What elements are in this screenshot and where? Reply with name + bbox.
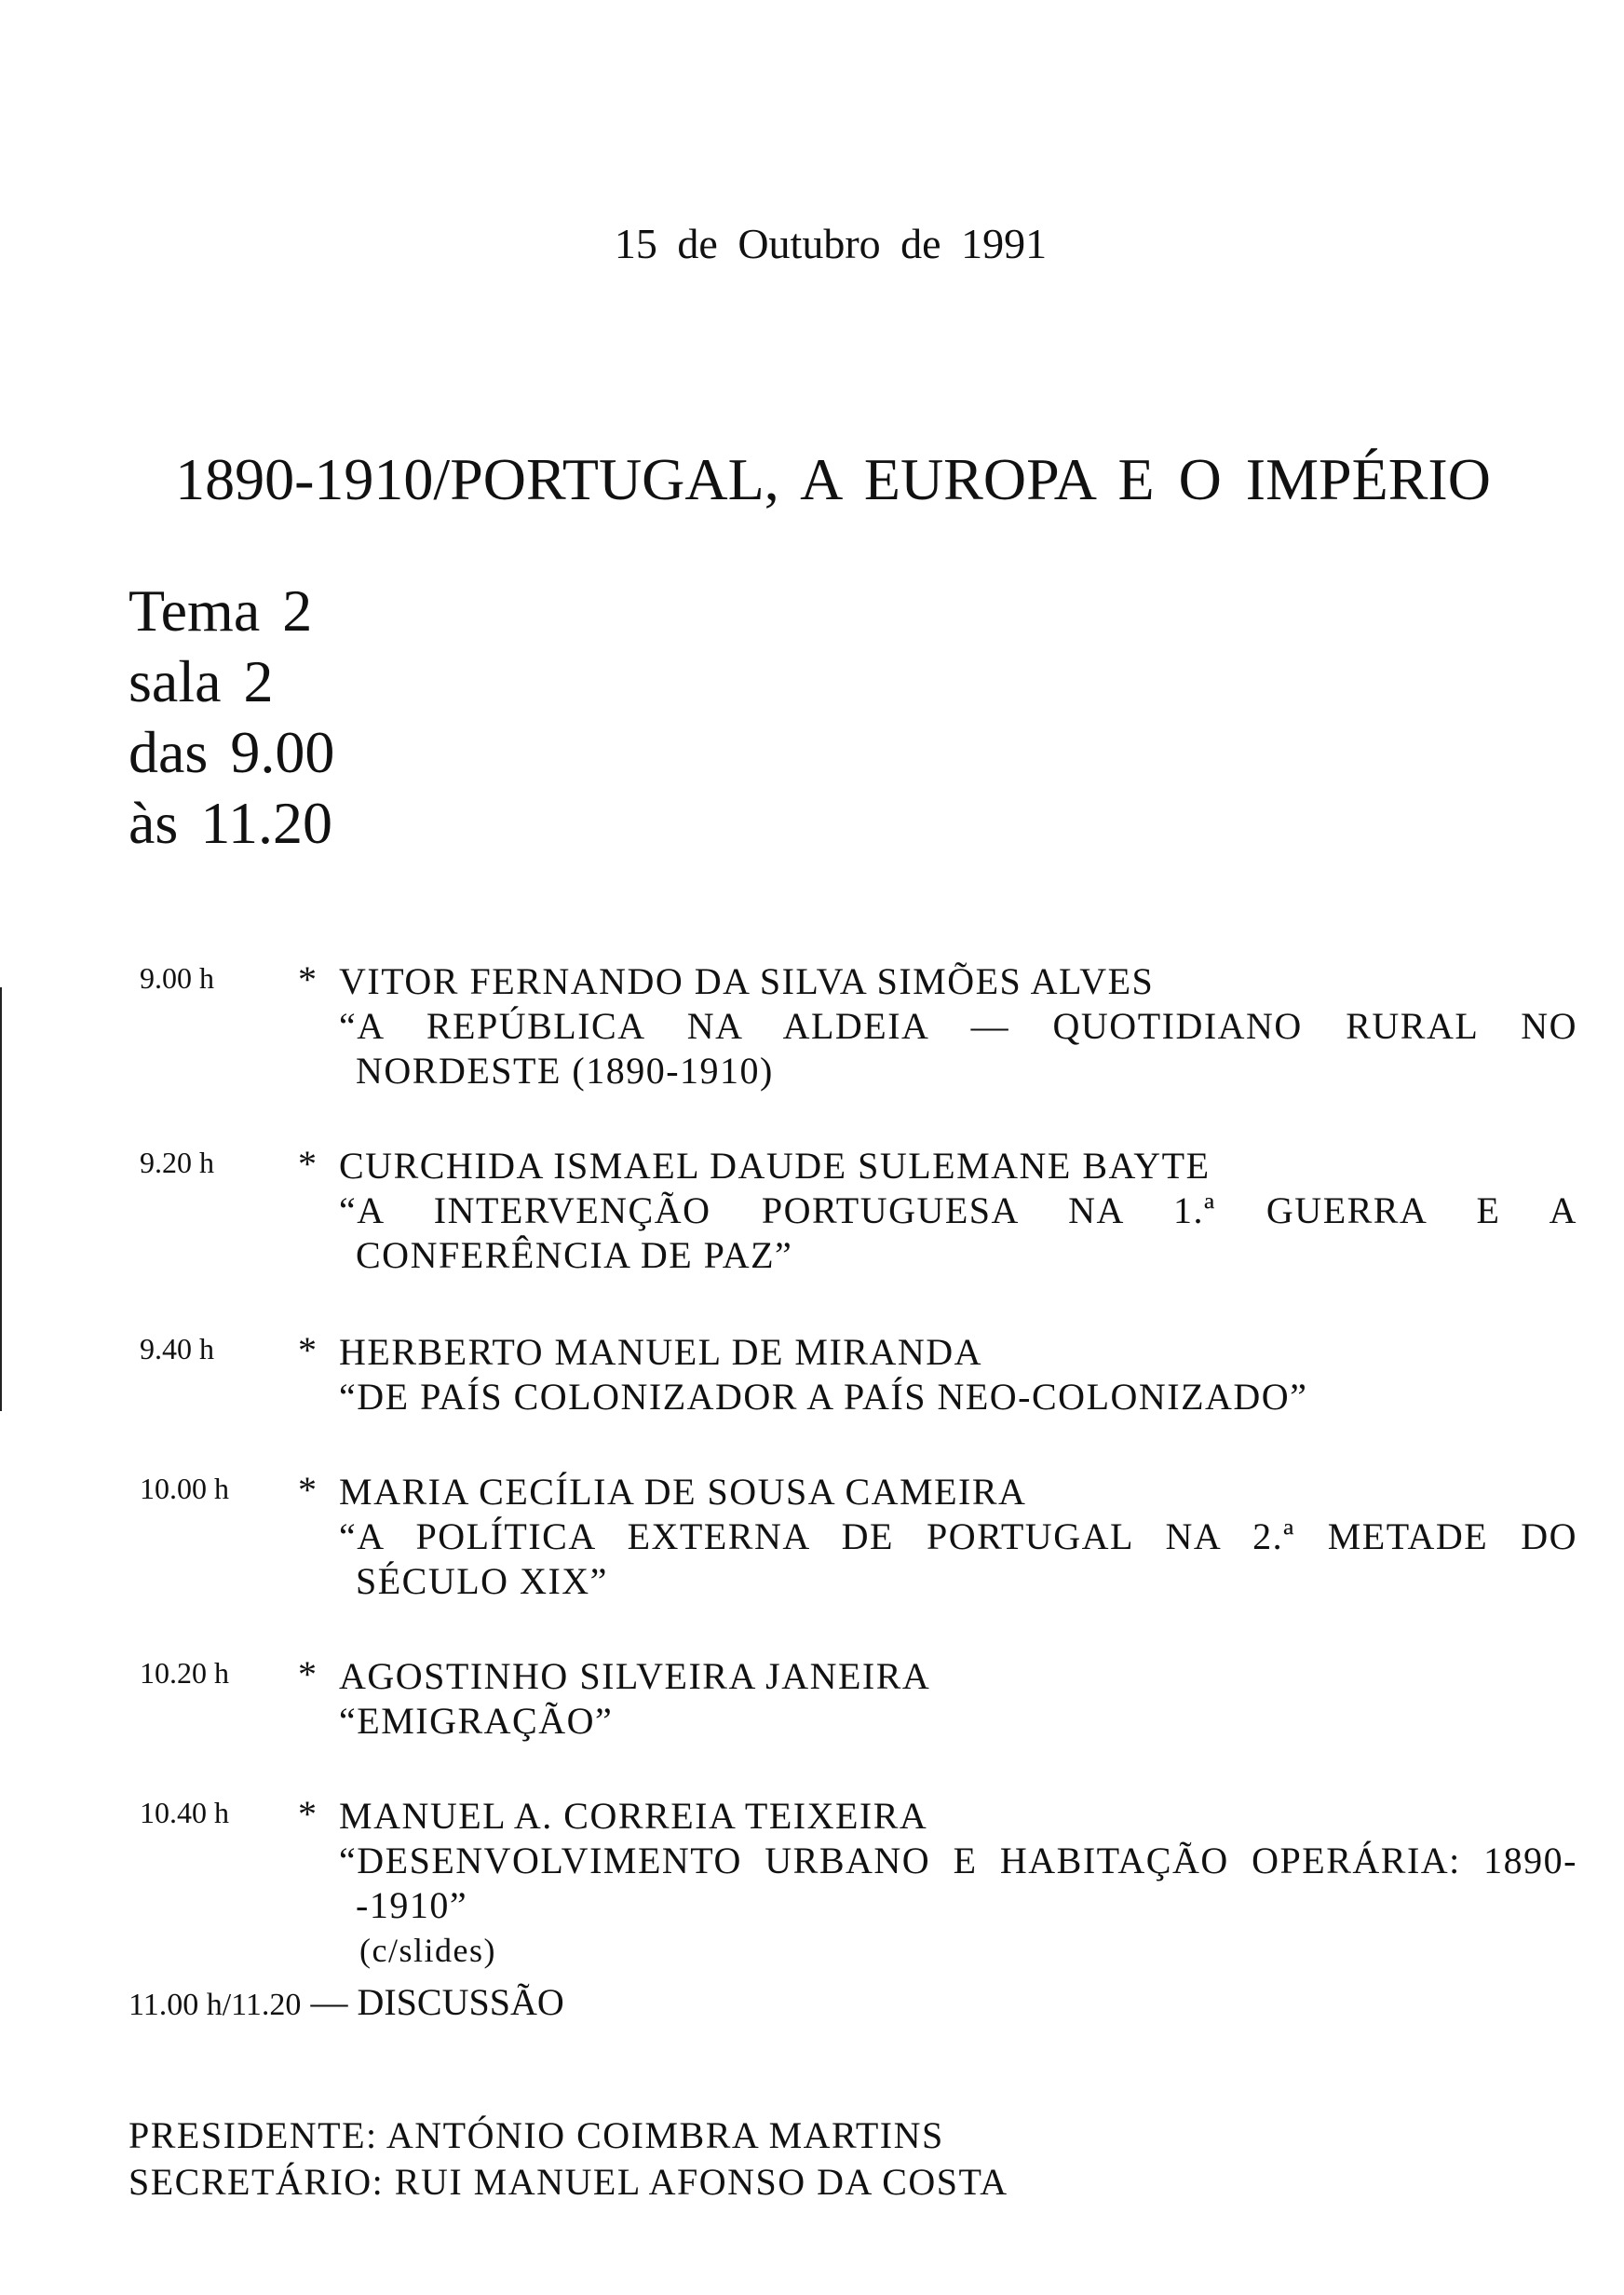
document-date: 15 de Outubro de 1991 — [614, 220, 1048, 267]
slot-time: 9.00 h — [140, 961, 214, 995]
discussion-time: 11.00 h/11.20 — [129, 1988, 302, 2022]
bullet-asterisk: * — [298, 1329, 317, 1371]
slot-talk-title — [339, 1004, 1577, 1093]
slot-talk-title — [339, 1375, 1577, 1419]
discussion-line — [129, 1980, 564, 2024]
bullet-asterisk: * — [298, 1793, 317, 1835]
slot-speaker: AGOSTINHO SILVEIRA JANEIRA — [339, 1655, 931, 1697]
session-room: sala 2 — [129, 648, 274, 714]
bullet-asterisk: * — [298, 1653, 317, 1695]
talk-line: “A POLÍTICA EXTERNA DE PORTUGAL NA 2.ª METADE DO — [339, 1515, 1577, 1557]
talk-line: “A INTERVENÇÃO PORTUGUESA NA 1.ª GUERRA E A — [339, 1189, 1577, 1231]
slot-time: 9.40 h — [140, 1332, 214, 1365]
slot-talk-title — [339, 1514, 1577, 1604]
slot-speaker: HERBERTO MANUEL DE MIRANDA — [339, 1331, 983, 1373]
session-theme: Tema 2 — [129, 577, 313, 644]
talk-line: -1910” — [356, 1884, 468, 1926]
slot-talk-title — [339, 1839, 1577, 1973]
bullet-asterisk: * — [298, 1469, 317, 1511]
talk-note: (c/slides) — [359, 1932, 496, 1969]
talk-line: CONFERÊNCIA DE PAZ” — [356, 1234, 793, 1276]
talk-line: “DE PAÍS COLONIZADOR A PAÍS NEO-COLONIZADO” — [339, 1376, 1308, 1418]
slot-talk-title — [339, 1699, 1577, 1744]
slot-time: 10.20 h — [140, 1656, 229, 1690]
slot-speaker: MANUEL A. CORREIA TEIXEIRA — [339, 1795, 928, 1837]
talk-line: “A REPÚBLICA NA ALDEIA — QUOTIDIANO RURAL NO — [339, 1005, 1577, 1047]
talk-line: “EMIGRAÇÃO” — [339, 1700, 614, 1742]
talk-line: SÉCULO XIX” — [356, 1560, 608, 1602]
session-end: às 11.20 — [129, 790, 332, 856]
slot-time: 10.40 h — [140, 1796, 229, 1829]
talk-line: “DESENVOLVIMENTO URBANO E HABITAÇÃO OPERÁRIA: 1890- — [339, 1840, 1577, 1881]
document-title: 1890-1910/PORTUGAL, A EUROPA E O IMPÉRIO — [175, 446, 1491, 512]
slot-speaker: MARIA CECÍLIA DE SOUSA CAMEIRA — [339, 1471, 1027, 1513]
slot-speaker: CURCHIDA ISMAEL DAUDE SULEMANE BAYTE — [339, 1145, 1211, 1187]
slot-talk-title — [339, 1188, 1577, 1278]
session-officers — [129, 2112, 1008, 2206]
session-info — [129, 576, 334, 859]
bullet-asterisk: * — [298, 1143, 317, 1185]
margin-rule — [0, 987, 2, 1411]
bullet-asterisk: * — [298, 958, 317, 1000]
discussion-label: — DISCUSSÃO — [310, 1981, 564, 2023]
slot-speaker: VITOR FERNANDO DA SILVA SIMÕES ALVES — [339, 960, 1155, 1002]
secretary-line: SECRETÁRIO: RUI MANUEL AFONSO DA COSTA — [129, 2161, 1008, 2203]
president-line: PRESIDENTE: ANTÓNIO COIMBRA MARTINS — [129, 2114, 944, 2156]
session-start: das 9.00 — [129, 719, 335, 785]
talk-line: NORDESTE (1890-1910) — [356, 1050, 774, 1092]
slot-time: 9.20 h — [140, 1146, 214, 1179]
slot-time: 10.00 h — [140, 1472, 229, 1505]
